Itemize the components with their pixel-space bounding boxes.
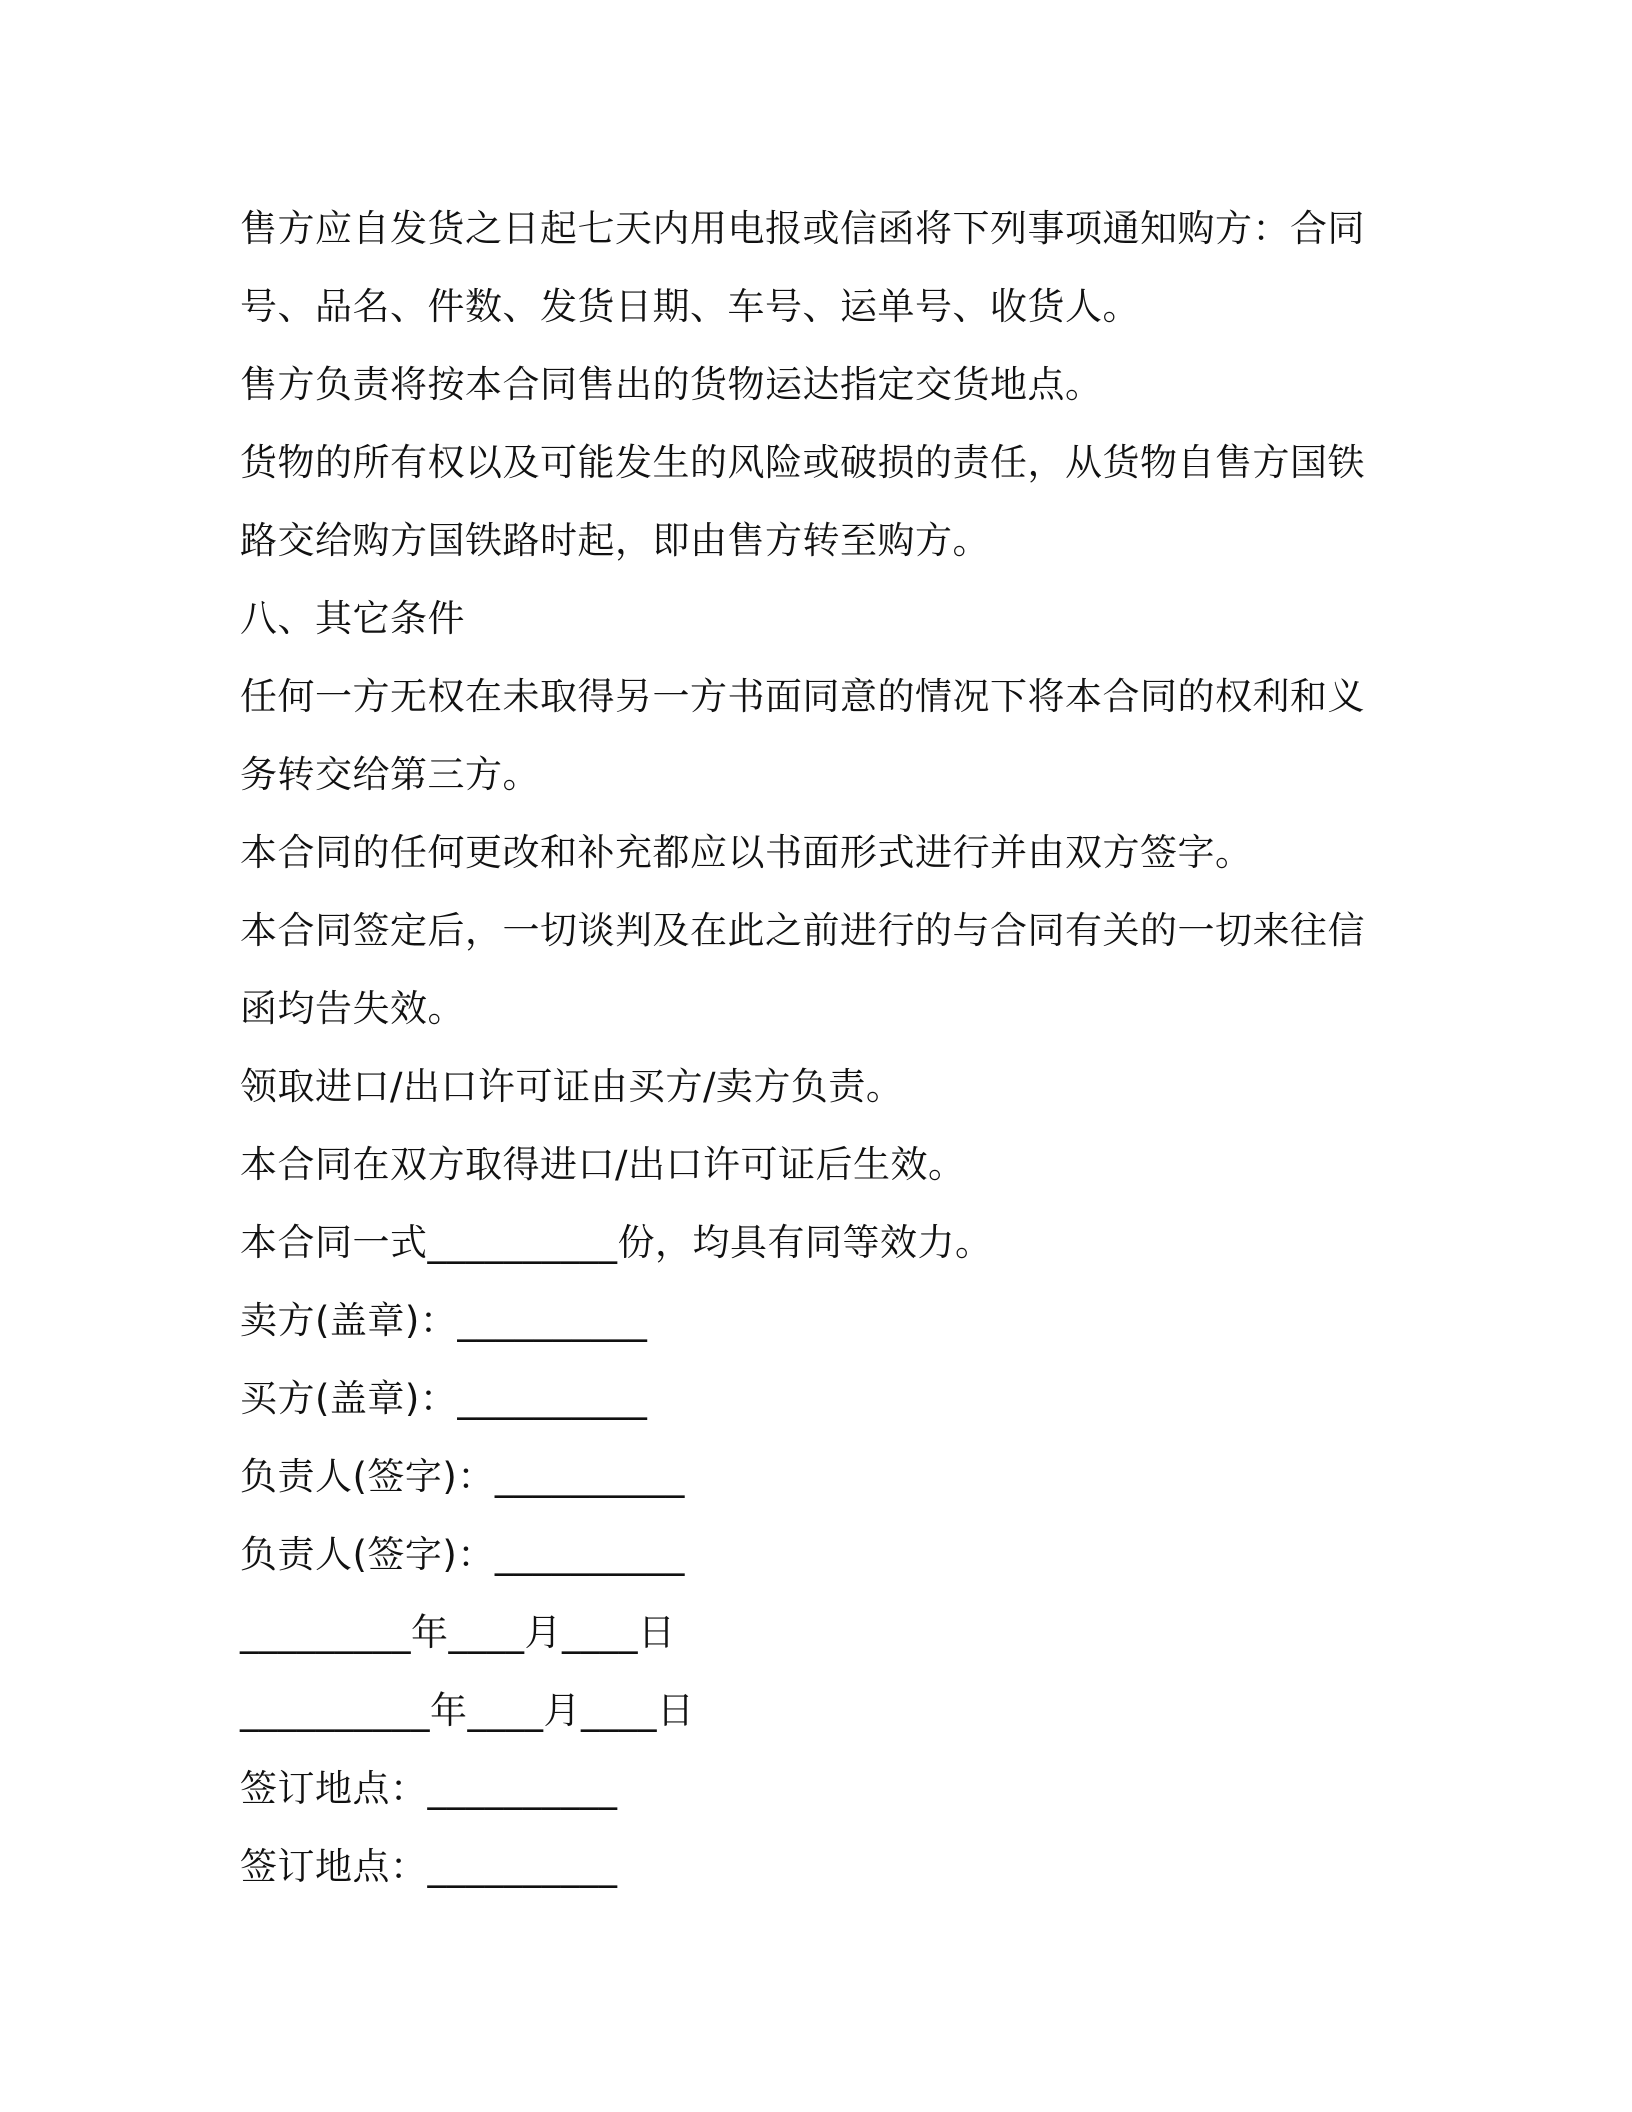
representative-signature-field-2: 负责人(签字)：__________ — [240, 1533, 685, 1576]
section-heading-other-conditions: 八、其它条件 — [240, 597, 465, 640]
paragraph-notify-line-2: 号、品名、件数、发货日期、车号、运单号、收货人。 — [240, 285, 1140, 328]
date-field-2: __________年____月____日 — [240, 1689, 695, 1732]
paragraph-transfer-line-2: 务转交给第三方。 — [240, 753, 540, 796]
paragraph-license: 领取进口/出口许可证由买方/卖方负责。 — [240, 1065, 904, 1108]
paragraph-copies: 本合同一式__________份，均具有同等效力。 — [240, 1221, 993, 1264]
paragraph-ownership-line-2: 路交给购方国铁路时起，即由售方转至购方。 — [240, 519, 990, 562]
paragraph-notify-line-1: 售方应自发货之日起七天内用电报或信函将下列事项通知购方：合同 — [240, 207, 1365, 250]
representative-signature-field-1: 负责人(签字)：__________ — [240, 1455, 685, 1498]
signing-place-field-1: 签订地点：__________ — [240, 1767, 618, 1810]
paragraph-ownership-line-1: 货物的所有权以及可能发生的风险或破损的责任，从货物自售方国铁 — [240, 441, 1365, 484]
paragraph-delivery: 售方负责将按本合同售出的货物运达指定交货地点。 — [240, 363, 1103, 406]
paragraph-supersede-line-2: 函均告失效。 — [240, 987, 465, 1030]
paragraph-transfer-line-1: 任何一方无权在未取得另一方书面同意的情况下将本合同的权利和义 — [240, 675, 1365, 718]
document-body — [240, 190, 1370, 1906]
seller-seal-field: 卖方(盖章)：__________ — [240, 1299, 648, 1342]
paragraph-effective: 本合同在双方取得进口/出口许可证后生效。 — [240, 1143, 966, 1186]
paragraph-amendments: 本合同的任何更改和补充都应以书面形式进行并由双方签字。 — [240, 831, 1253, 874]
paragraph-supersede-line-1: 本合同签定后，一切谈判及在此之前进行的与合同有关的一切来往信 — [240, 909, 1365, 952]
date-field-1: _________年____月____日 — [240, 1611, 676, 1654]
buyer-seal-field: 买方(盖章)：__________ — [240, 1377, 648, 1420]
signing-place-field-2: 签订地点：__________ — [240, 1845, 618, 1888]
